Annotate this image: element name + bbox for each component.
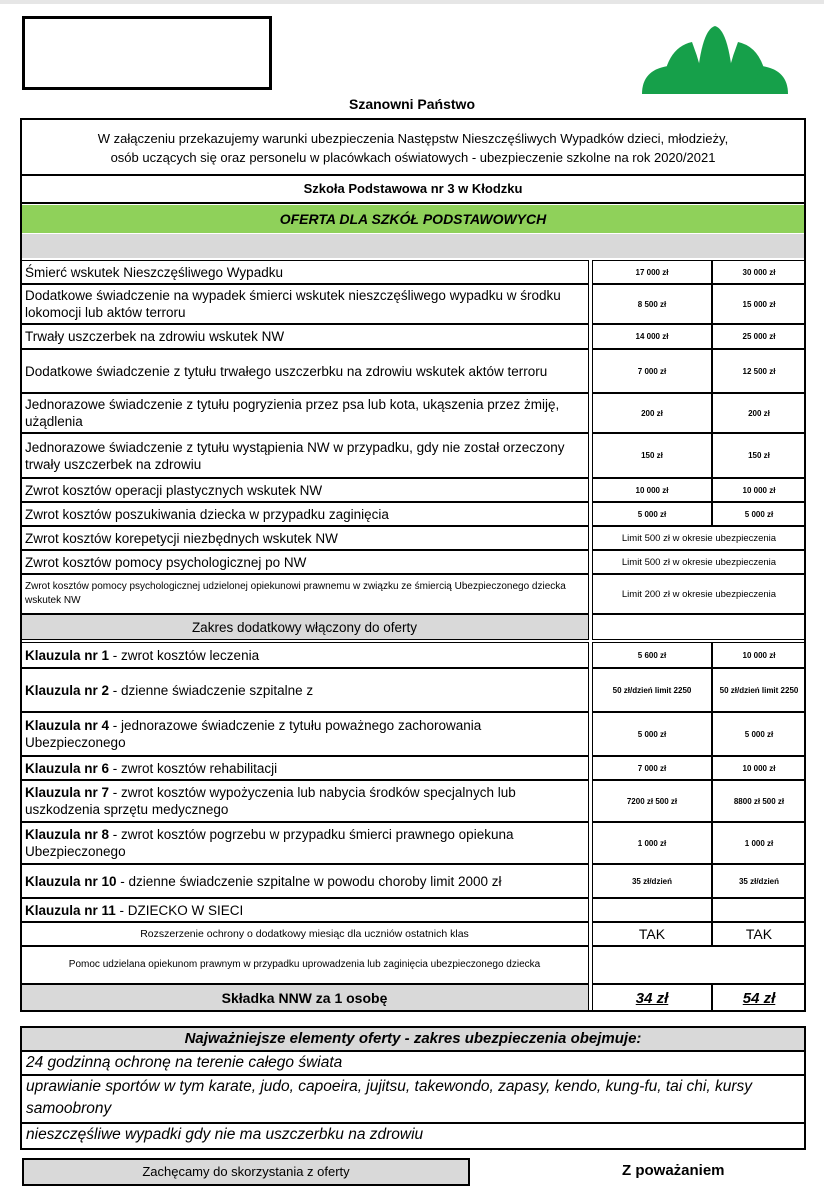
extra-scope-header: Zakres dodatkowy włączony do oferty: [20, 614, 589, 640]
table-row: [20, 324, 806, 349]
benefit-value-b: 25 000 zł: [712, 324, 806, 349]
clause-value-b: [712, 898, 806, 922]
benefit-value-b: 150 zł: [712, 433, 806, 478]
essentials-item: nieszczęśliwe wypadki gdy nie ma uszczerbku na zdrowiu: [20, 1124, 806, 1150]
extension-label: Rozszerzenie ochrony o dodatkowy miesiąc dla uczniów ostatnich klas: [20, 922, 589, 946]
benefit-value-a: 14 000 zł: [592, 324, 712, 349]
essentials-header: Najważniejsze elementy oferty - zakres ubezpieczenia obejmuje:: [20, 1026, 806, 1052]
benefit-label: Zwrot kosztów poszukiwania dziecka w przypadku zaginięcia: [20, 502, 589, 526]
benefit-value-b: 5 000 zł: [712, 502, 806, 526]
benefit-label: Zwrot kosztów operacji plastycznych wskutek NW: [20, 478, 589, 502]
encourage-box: Zachęcamy do skorzystania z oferty: [22, 1158, 470, 1186]
benefit-label: Trwały uszczerbek na zdrowiu wskutek NW: [20, 324, 589, 349]
extension-value-b: TAK: [712, 922, 806, 946]
table-row: [20, 349, 806, 393]
clause-value-a: [592, 898, 712, 922]
benefit-value-a: 7 000 zł: [592, 349, 712, 393]
clause-label: Klauzula nr 4 - jednorazowe świadczenie z tytułu poważnego zachorowania Ubezpieczonego: [20, 712, 589, 756]
clause-value-b: 1 000 zł: [712, 822, 806, 864]
limit-value: Limit 500 zł w okresie ubezpieczenia: [592, 550, 806, 574]
clause-value-a: 5 000 zł: [592, 712, 712, 756]
premium-value-b: 54 zł: [712, 984, 806, 1012]
clause-label: Klauzula nr 2 - dzienne świadczenie szpitalne z: [20, 668, 589, 712]
benefit-label: Dodatkowe świadczenie na wypadek śmierci wskutek nieszczęśliwego wypadku w środku lokomocji lub aktów terroru: [20, 284, 589, 324]
table-row: [20, 898, 806, 922]
table-row: [20, 478, 806, 502]
offer-title: OFERTA DLA SZKÓŁ PODSTAWOWYCH: [20, 205, 806, 233]
limit-label: Zwrot kosztów pomocy psychologicznej udzielonej opiekunowi prawnemu w związku ze śmiercią Ubezpieczonego dziecka wskutek NW: [20, 574, 589, 614]
table-row: [20, 922, 806, 946]
limit-value: Limit 500 zł w okresie ubezpieczenia: [592, 526, 806, 550]
clause-value-a: 5 600 zł: [592, 642, 712, 668]
clause-value-a: 1 000 zł: [592, 822, 712, 864]
clause-label: Klauzula nr 11 - DZIECKO W SIECI: [20, 898, 589, 922]
clause-value-b: 10 000 zł: [712, 756, 806, 780]
table-row: [20, 642, 806, 668]
benefit-value-b: 200 zł: [712, 393, 806, 433]
essentials-item: uprawianie sportów w tym karate, judo, capoeira, jujitsu, takewondo, zapasy, kendo, kung-fu, tai chi, kursy samoobrony: [20, 1076, 806, 1124]
clause-value-a: 50 zł/dzień limit 2250: [592, 668, 712, 712]
company-logo: [640, 26, 790, 100]
clause-label: Klauzula nr 7 - zwrot kosztów wypożyczenia lub nabycia środków specjalnych lub uszkodzenia sprzętu medycznego: [20, 780, 589, 822]
table-row: [20, 574, 806, 614]
clause-value-b: 50 zł/dzień limit 2250: [712, 668, 806, 712]
table-row: [20, 614, 806, 640]
table-row: [20, 822, 806, 864]
essentials-item: 24 godzinną ochronę na terenie całego świata: [20, 1052, 806, 1076]
benefit-value-b: 12 500 zł: [712, 349, 806, 393]
benefit-value-b: 15 000 zł: [712, 284, 806, 324]
benefit-value-a: 5 000 zł: [592, 502, 712, 526]
benefit-label: Jednorazowe świadczenie z tytułu pogryzienia przez psa lub kota, ukąszenia przez żmiję, użądlenia: [20, 393, 589, 433]
clause-value-b: 5 000 zł: [712, 712, 806, 756]
table-row: [20, 526, 806, 550]
clause-label: Klauzula nr 6 - zwrot kosztów rehabilitacji: [20, 756, 589, 780]
clause-label: Klauzula nr 10 - dzienne świadczenie szpitalne w powodu choroby limit 2000 zł: [20, 864, 589, 898]
address-box: [22, 16, 272, 90]
clause-value-a: 7 000 zł: [592, 756, 712, 780]
clause-value-b: 10 000 zł: [712, 642, 806, 668]
empty-cell: [592, 614, 806, 640]
greeting: Szanowni Państwo: [348, 96, 475, 112]
clause-label: Klauzula nr 1 - zwrot kosztów leczenia: [20, 642, 589, 668]
limit-label: Zwrot kosztów korepetycji niezbędnych wskutek NW: [20, 526, 589, 550]
clause-label: Klauzula nr 8 - zwrot kosztów pogrzebu w przypadku śmierci prawnego opiekuna Ubezpieczonego: [20, 822, 589, 864]
benefit-label: Jednorazowe świadczenie z tytułu wystąpienia NW w przypadku, gdy nie został orzeczony trwały uszczerbek na zdrowiu: [20, 433, 589, 478]
clause-value-a: 7200 zł 500 zł: [592, 780, 712, 822]
table-row: [20, 984, 806, 1012]
benefit-value-b: 10 000 zł: [712, 478, 806, 502]
empty-cell: [592, 946, 806, 984]
table-row: [20, 668, 806, 712]
school-name: Szkoła Podstawowa nr 3 w Kłodzku: [20, 174, 806, 204]
premium-value-a: 34 zł: [592, 984, 712, 1012]
table-row: [20, 284, 806, 324]
top-bar: [0, 0, 824, 4]
premium-label: Składka NNW za 1 osobę: [20, 984, 589, 1012]
gray-band: [20, 234, 806, 258]
benefit-value-b: 30 000 zł: [712, 260, 806, 284]
table-row: [20, 550, 806, 574]
table-row: [20, 864, 806, 898]
table-row: [20, 393, 806, 433]
intro-line-2: osób uczących się oraz personelu w placówkach oświatowych - ubezpieczenie szkolne na rok 2020/2021: [110, 150, 716, 165]
limit-label: Zwrot kosztów pomocy psychologicznej po NW: [20, 550, 589, 574]
intro-text: [20, 118, 806, 176]
regards-text: Z poważaniem: [622, 1162, 725, 1179]
table-row: [20, 433, 806, 478]
benefit-label: Śmierć wskutek Nieszczęśliwego Wypadku: [20, 260, 589, 284]
benefit-value-a: 10 000 zł: [592, 478, 712, 502]
limit-value: Limit 200 zł w okresie ubezpieczenia: [592, 574, 806, 614]
table-row: [20, 756, 806, 780]
table-row: [20, 712, 806, 756]
benefit-value-a: 200 zł: [592, 393, 712, 433]
benefit-value-a: 8 500 zł: [592, 284, 712, 324]
table-row: [20, 946, 806, 984]
benefit-value-a: 150 zł: [592, 433, 712, 478]
clause-value-a: 35 zł/dzień: [592, 864, 712, 898]
intro-line-1: W załączeniu przekazujemy warunki ubezpieczenia Następstw Nieszczęśliwych Wypadków dzieci, młodzieży,: [97, 131, 729, 146]
guardian-help-label: Pomoc udzielana opiekunom prawnym w przypadku uprowadzenia lub zaginięcia ubezpieczonego dziecka: [20, 946, 589, 984]
benefit-label: Dodatkowe świadczenie z tytułu trwałego uszczerbku na zdrowiu wskutek aktów terroru: [20, 349, 589, 393]
table-row: [20, 780, 806, 822]
benefit-value-a: 17 000 zł: [592, 260, 712, 284]
clause-value-b: 35 zł/dzień: [712, 864, 806, 898]
table-row: [20, 260, 806, 284]
clause-value-b: 8800 zł 500 zł: [712, 780, 806, 822]
extension-value-a: TAK: [592, 922, 712, 946]
table-row: [20, 502, 806, 526]
